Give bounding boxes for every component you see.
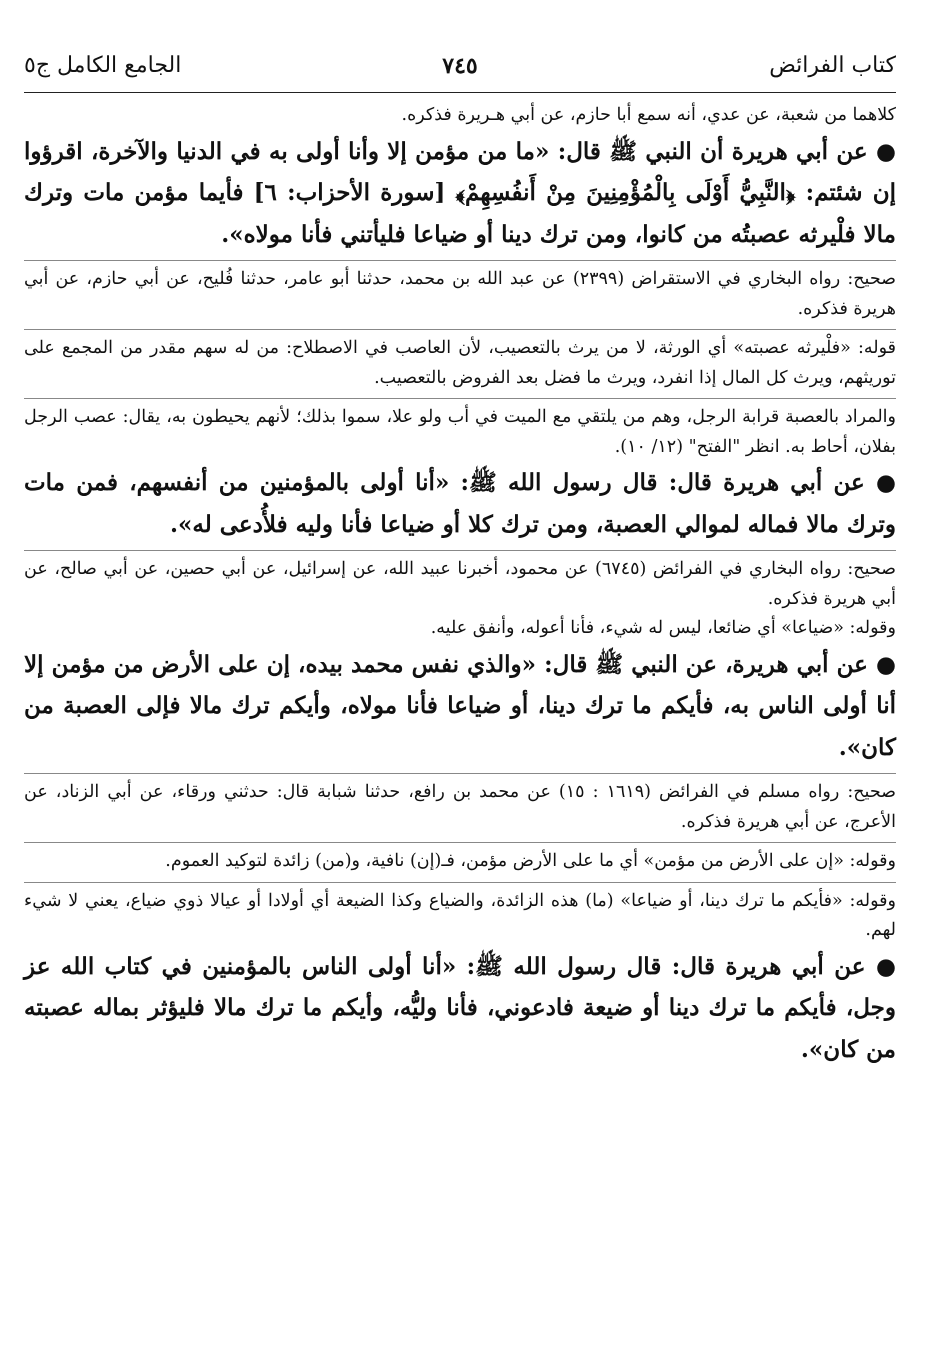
divider [24,773,896,774]
header-rule [24,92,896,93]
commentary-paragraph: وقوله: «ضياعا» أي ضائعا، ليس له شيء، فأنا أعوله، وأنفق عليه. [430,618,896,638]
page-number: ٧٤٥ [442,53,478,79]
volume-title: الجامع الكامل ج٥ [24,53,182,78]
hadith-paragraph: ● عن أبي هريرة أن النبي ﷺ قال: «ما من مؤمن إلا وأنا أولى به في الدنيا والآخرة، اقرؤوا إن شئتم: ﴿النَّبِيُّ أَوْلَى بِالْمُؤْمِنِينَ مِنْ أَنفُسِهِمْ﴾ [سورة الأحزاب: ٦] فأيما مؤمن مات وترك مالا فلْيرثه عصبتُه من كانوا، ومن ترك دينا أو ضياعا فليأتني فأنا مولاه». [24,137,896,248]
divider [24,329,896,330]
commentary-paragraph: وقوله: «فأيكم ما ترك دينا، أو ضياعا» (ما) هذه الزائدة، والضياع وكذا الضيعة أي أولادا أو عيالا ذوي ضياع، يعني لا شيء لهم. [24,890,896,940]
commentary-paragraph: قوله: «فلْيرثه عصبته» أي الورثة، لا من يرث بالتعصيب، لأن العاصب في الاصطلاح: من له سهم مقدر من المجمع على توريثهم، ويرث كل المال إذا انفرد، ويرث ما فضل بعد الفروض بالتعصيب. [24,338,896,388]
note-paragraph: كلاهما من شعبة، عن عدي، أنه سمع أبا حازم، عن أبي هـريرة فذكره. [401,105,896,125]
takhrij-paragraph: صحيح: رواه مسلم في الفرائض (١٦١٩ : ١٥) عن محمد بن رافع، حدثنا شبابة قال: حدثني ورقاء، عن أبي الزناد، عن الأعرج، عن أبي هريرة فذكره. [24,782,896,832]
hadith-paragraph: ● عن أبي هريرة، عن النبي ﷺ قال: «والذي نفس محمد بيده، إن على الأرض من مؤمن إلا أنا أولى الناس به، فأيكم ما ترك دينا، أو ضياعا فأنا مولاه، وأيكم ترك مالا فإلى العصبة من كان». [24,650,896,761]
divider [24,550,896,551]
page-header [24,44,896,88]
hadith-paragraph: ● عن أبي هريرة قال: قال رسول الله ﷺ: «أنا أولى الناس بالمؤمنين في كتاب الله عز وجل، فأيكم ما ترك دينا أو ضيعة فادعوني، فأنا وليُّه، وأيكم ما ترك مالا فليؤثر بماله عصبته من كان». [24,952,896,1063]
divider [24,260,896,261]
divider [24,882,896,883]
commentary-paragraph: والمراد بالعصبة قرابة الرجل، وهم من يلتقي مع الميت في أب ولو علا، سموا بذلك؛ لأنهم يحيطون به، يقال: عصب الرجل بفلان، أحاط به. انظر "الفتح" (١٢/ ١٠). [24,407,896,457]
hadith-paragraph: ● عن أبي هريرة قال: قال رسول الله ﷺ: «أنا أولى بالمؤمنين من أنفسهم، فمن مات وترك مالا فماله لموالي العصبة، ومن ترك كلا أو ضياعا فأنا وليه فلأُدعى له». [24,469,896,538]
book-page [24,44,896,1354]
divider [24,842,896,843]
takhrij-paragraph: صحيح: رواه البخاري في الاستقراض (٢٣٩٩) عن عبد الله بن محمد، حدثنا أبو عامر، حدثنا فُليح، عن أبي حازم، عن أبي هريرة فذكره. [24,269,896,319]
takhrij-paragraph: صحيح: رواه البخاري في الفرائض (٦٧٤٥) عن محمود، أخبرنا عبيد الله، عن إسرائيل، عن أبي حصين، عن أبي صالح، عن أبي هريرة فذكره. [24,559,897,609]
book-title: كتاب الفرائض [769,53,896,78]
commentary-paragraph: وقوله: «إن على الأرض من مؤمن» أي ما على الأرض مؤمن، فـ(إن) نافية، و(من) زائدة لتوكيد العموم. [165,851,896,871]
divider [24,398,896,399]
